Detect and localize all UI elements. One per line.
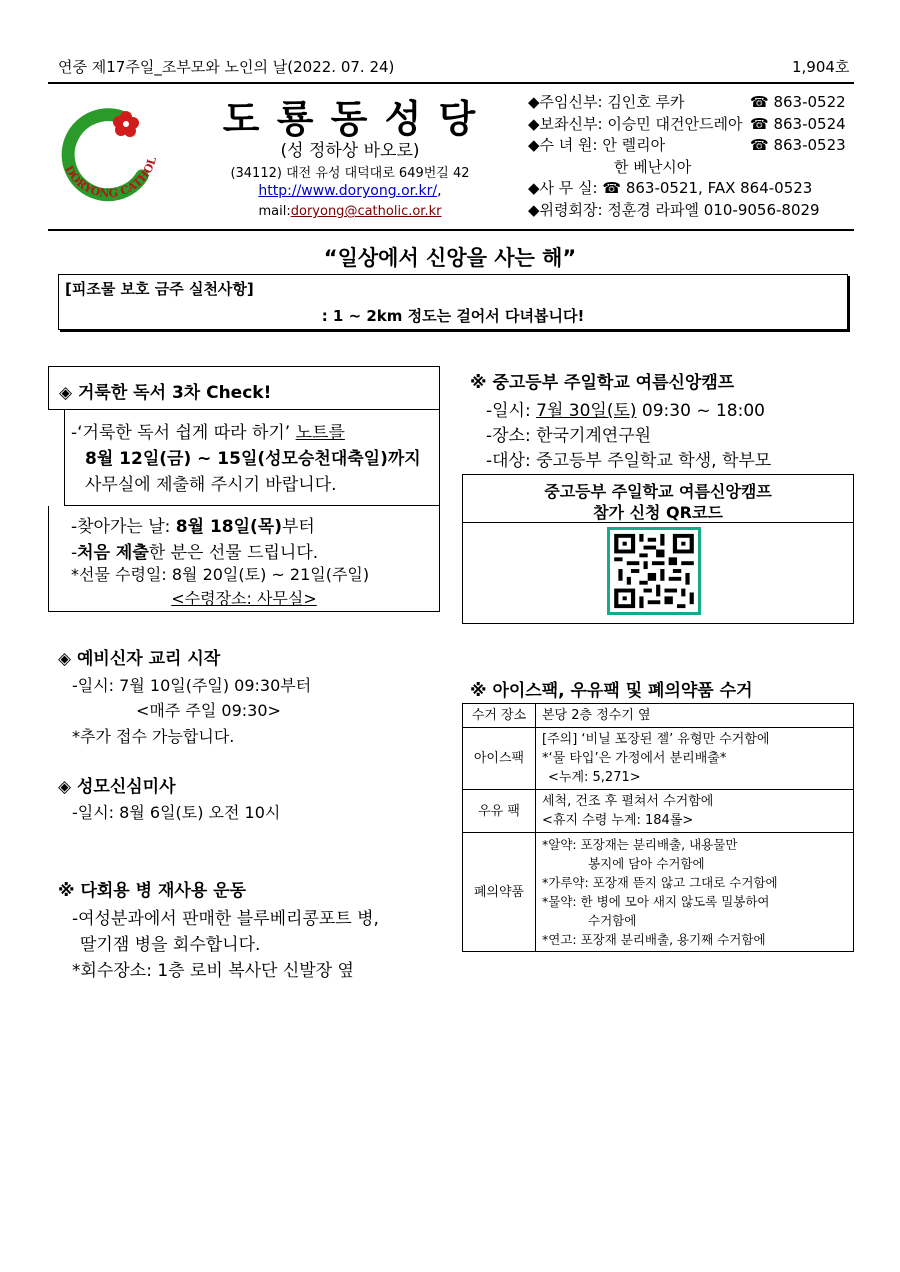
marian-mass-line: -일시: 8월 6일(토) 오전 10시: [72, 803, 281, 822]
cell-line: *물약: 한 병에 모아 새지 않도록 밀봉하여: [542, 894, 770, 909]
reading-gift-box: [48, 506, 440, 612]
logo-text: DORYONG CATHOL: [62, 155, 160, 201]
contact-row: [528, 200, 848, 222]
masthead-rule: [48, 229, 854, 231]
contact-row: [528, 178, 848, 200]
year-motto: “일상에서 신앙을 사는 해”: [323, 246, 577, 270]
contact-label: ◆주임신부: 김인호 루카: [528, 93, 685, 111]
reuse-line: 딸기잼 병을 회수합니다.: [80, 935, 261, 955]
website-link[interactable]: http://www.doryong.or.kr/: [258, 183, 438, 199]
cell-line: 봉지에 담아 수거함에: [588, 856, 705, 871]
issue-info: 연중 제17주일_조부모와 노인의 날(2022. 07. 24): [58, 58, 395, 76]
reuse-line: -여성분과에서 판매한 블루베리콩포트 병,: [72, 909, 379, 929]
parish-logo: [50, 96, 170, 216]
camp-title: ※ 중고등부 주일학교 여름신앙캠프: [470, 373, 735, 393]
reading-period: 8월 12일(금) ~ 15일(성모승천대축일)까지: [85, 449, 421, 469]
marian-mass-title: ◈ 성모신심미사: [58, 777, 176, 797]
catechumen-line: *추가 접수 가능합니다.: [72, 727, 235, 746]
mail-label: mail:: [258, 204, 291, 219]
table-cell-key: 수거 장소: [463, 704, 536, 728]
contact-label: ◆수 녀 원: 안 렐리아: [528, 136, 666, 154]
reading-text: 8월 18일(목): [175, 517, 282, 537]
cell-line: *‘물 타입’은 가정에서 분리배출*: [542, 751, 727, 766]
creation-care-title: [피조물 보호 금주 실천사항]: [65, 280, 254, 298]
mail-link[interactable]: doryong@catholic.or.kr: [290, 204, 442, 219]
website-line: [180, 183, 520, 199]
camp-text: 7월 30일(토): [536, 401, 637, 421]
contact-label: ◆위령회장: 정훈경 라파엘 010-9056-8029: [528, 200, 820, 219]
cell-line: 세척, 건조 후 펼쳐서 수거함에: [542, 794, 714, 809]
catechumen-line: <매주 주일 09:30>: [136, 701, 281, 720]
table-row: [463, 790, 854, 833]
contact-row: [528, 114, 848, 136]
table-row: [463, 704, 854, 728]
cell-line: *알약: 포장재는 분리배출, 내용물만: [542, 837, 738, 852]
catechumen-line: -일시: 7월 10일(주일) 09:30부터: [72, 676, 312, 695]
contact-label: 한 베난시아: [614, 157, 692, 176]
contact-row: [528, 92, 848, 114]
contact-row: [528, 157, 848, 179]
reading-line: [71, 512, 315, 537]
creation-care-box: [58, 274, 848, 330]
table-cell-value: 본당 2층 정수기 옆: [536, 704, 854, 728]
reading-line: [71, 418, 345, 443]
qr-code[interactable]: [607, 527, 701, 615]
reading-title-box: [48, 366, 440, 410]
camp-date: [486, 396, 765, 421]
table-cell-key: 우유 팩: [463, 790, 536, 833]
reading-text: -: [71, 543, 78, 563]
reading-text: <수령장소: 사무실>: [171, 589, 317, 608]
recycle-table-wrap: [462, 703, 854, 952]
creation-care-text: : 1 ~ 2km 정도는 걸어서 다녀봅니다!: [321, 307, 585, 325]
camp-text: 09:30 ~ 18:00: [636, 401, 765, 421]
reading-text: 노트를: [295, 423, 345, 443]
reading-text: 부터: [282, 517, 315, 537]
reading-title: ◈ 거룩한 독서 3차 Check!: [59, 383, 272, 403]
cell-line: *가루약: 포장재 뜯지 않고 그대로 수거함에: [542, 875, 778, 890]
recycle-title: ※ 아이스팩, 우유팩 및 폐의약품 수거: [470, 681, 753, 701]
contact-label: ◆보좌신부: 이승민 대건안드레아: [528, 114, 743, 133]
parish-name: 도 룡 동 성 당: [222, 97, 478, 141]
contact-label: ◆사 무 실: ☎ 863-0521, FAX 864-0523: [528, 179, 813, 197]
cell-line: *연고: 포장재 분리배출, 용기째 수거함에: [542, 932, 766, 947]
reading-text: -‘거룩한 독서 쉽게 따라 하기’: [71, 423, 296, 443]
recycle-table: [462, 703, 854, 952]
contacts-block: [528, 92, 848, 221]
reading-line: [71, 538, 318, 563]
camp-text: -일시:: [486, 401, 537, 421]
cell-line: <휴지 수령 누계: 184롤>: [542, 813, 694, 828]
catechumen-title: ◈ 예비신자 교리 시작: [58, 649, 221, 669]
table-row: [463, 833, 854, 952]
top-rule: [48, 82, 854, 84]
address: (34112) 대전 유성 대덕대로 649번길 42: [230, 166, 470, 181]
reading-text: -찾아가는 날:: [71, 517, 176, 537]
reuse-title: ※ 다회용 병 재사용 운동: [58, 881, 246, 901]
mail-line: [180, 204, 520, 219]
reading-line: 사무실에 제출해 주시기 바랍니다.: [85, 475, 337, 495]
contact-phone: ☎ 863-0522: [750, 93, 846, 111]
camp-target: -대상: 중고등부 주일학교 학생, 학부모: [486, 451, 772, 471]
contact-phone: ☎ 863-0524: [750, 114, 846, 133]
qr-divider: [463, 522, 853, 523]
qr-box: [462, 474, 854, 624]
qr-subtitle: 참가 신청 QR코드: [593, 503, 723, 522]
reuse-line: *회수장소: 1층 로비 복사단 신발장 옆: [72, 961, 354, 981]
cell-line: [주의] ‘비닐 포장된 젤’ 유형만 수거함에: [542, 732, 770, 747]
table-cell-value: [536, 790, 854, 833]
reading-pickup-place: [49, 586, 439, 609]
table-cell-key: 아이스팩: [463, 728, 536, 790]
qr-title: 중고등부 주일학교 여름신앙캠프: [544, 482, 772, 501]
reading-text: 한 분은 선물 드립니다.: [148, 543, 319, 563]
reading-submit-box: [64, 410, 440, 506]
issue-number: 1,904호: [792, 58, 850, 76]
table-cell-value: [536, 728, 854, 790]
website-suffix: ,: [437, 183, 442, 199]
table-cell-value: [536, 833, 854, 952]
reading-line: *선물 수령일: 8월 20일(토) ~ 21일(주일): [71, 565, 370, 584]
reading-text: 처음 제출: [77, 543, 149, 563]
table-row: [463, 728, 854, 790]
contact-phone: ☎ 863-0523: [750, 136, 846, 154]
camp-place: -장소: 한국기계연구원: [486, 426, 652, 446]
patron-saint: (성 정하상 바오로): [280, 141, 420, 161]
table-cell-key: 폐의약품: [463, 833, 536, 952]
cell-line: 수거함에: [588, 913, 637, 928]
contact-row: [528, 135, 848, 157]
cell-line: <누계: 5,271>: [548, 770, 641, 785]
